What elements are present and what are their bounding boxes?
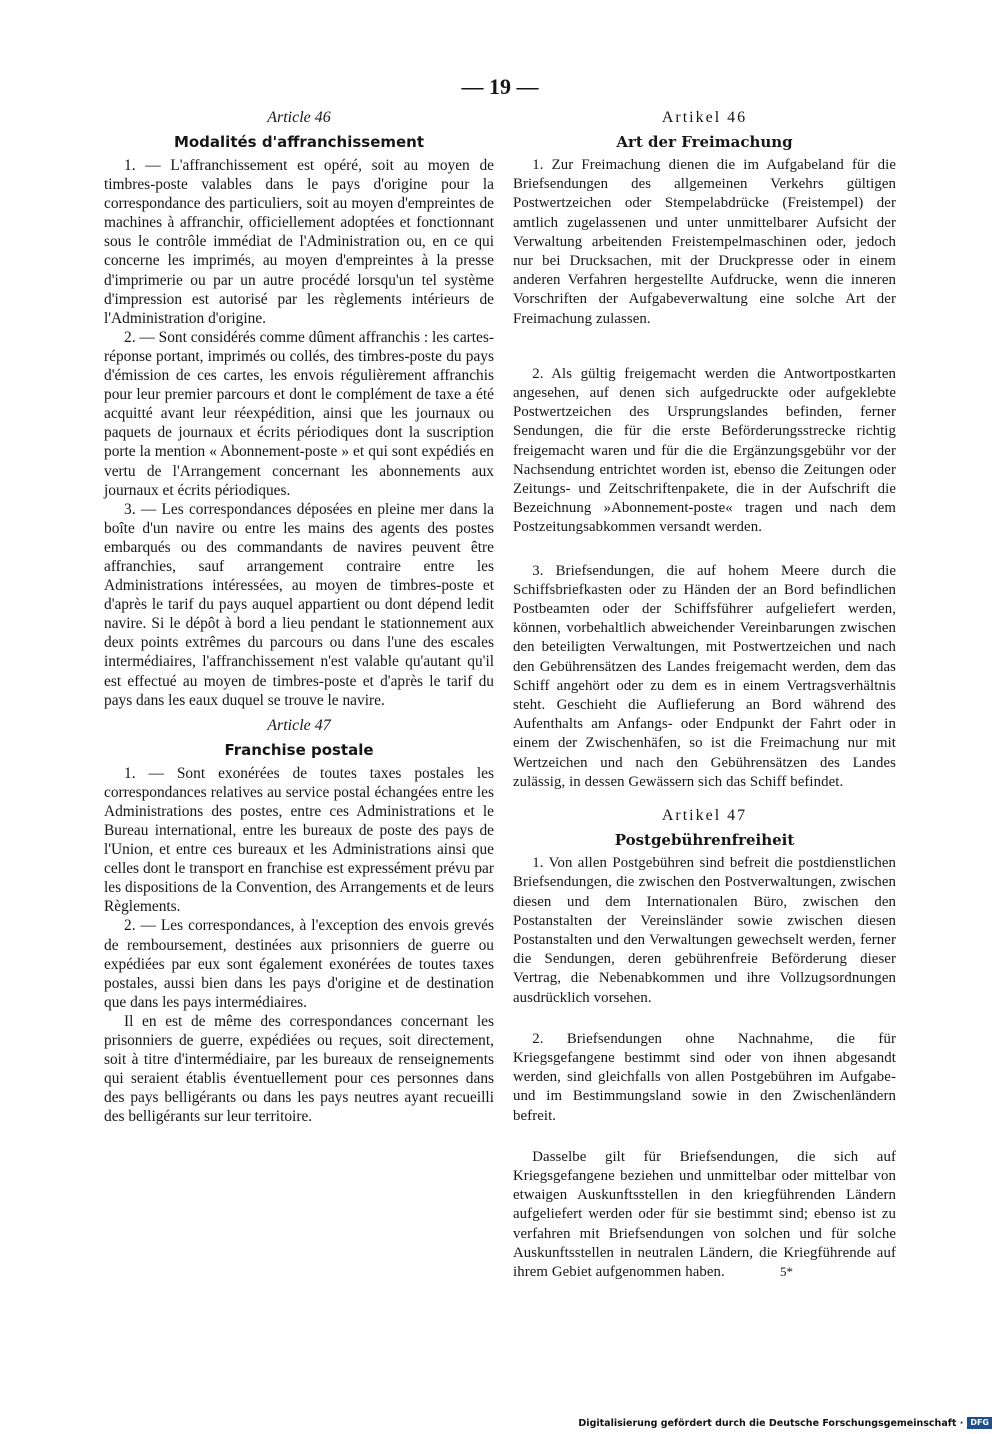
german-column bbox=[513, 106, 896, 1282]
article-heading: Art der Freimachung bbox=[616, 133, 793, 151]
signature-mark: 5* bbox=[780, 1264, 793, 1279]
article-47-de bbox=[513, 804, 896, 1282]
paragraph: 3. — Les correspondances déposées en pleine mer dans la boîte d'un navire ou entre les mains des agents des postes embarqués ou des commandants de navires peuvent être affranchies, sauf arrangement contraire entre les Administrations intéressées, au moyen de timbres-poste et d'après le tarif du pays auquel appartient ou dont dépend ledit navire. Si le dépôt à bord a lieu pendant le stationnement aux deux points extrêmes du parcours ou dans l'une des escales intermédiaires, l'affranchissement n'est valable qu'autant qu'il est effectué au moyen de timbres-poste et d'après le tarif du pays dans les eaux duquel se trouve le navire. bbox=[104, 500, 494, 709]
paragraph: 2. Briefsendungen ohne Nachnahme, die für Kriegsgefangene bestimmt sind oder von ihnen abgesandt werden, sind gleichfalls von allen Postgebühren im Aufgabe- und im Bestimmungsland sowie in den Zwischenländern befreit. bbox=[513, 1030, 896, 1124]
paragraph: Dasselbe gilt für Briefsendungen, die sich auf Kriegsgefangene beziehen und unmittelbar oder mittelbar von etwaigen Auskunftsstellen in den kriegführenden Ländern aufgeliefert werden oder für sie bestimmt sind; ebenso ist zu verfahren mit Briefsendungen von solchen und für solche Auskunftsstellen in neutralen Ländern, die Kriegführende auf ihrem Gebiet aufgenommen haben. bbox=[513, 1148, 896, 1280]
article-46-fr bbox=[104, 106, 494, 710]
article-title: Artikel 46 bbox=[661, 109, 748, 126]
article-title: Article 46 bbox=[267, 109, 331, 126]
article-47-fr bbox=[104, 714, 494, 1127]
paragraph: 3. Briefsendungen, die auf hohem Meere durch die Schiffsbriefkasten oder zu Händen der an Bord befindlichen Postbeamten oder der Schiffsführer aufgeliefert werden, können, vorbehaltlich abweichender Vereinbarungen zwischen den beteiligten Verwaltungen, mit Postwertzeichen und nach den Gebührensätzen des Landes freigemacht werden, dem das Schiff angehört oder zu dem es in einem Vertragsverhältnis steht. Geschieht die Auflieferung an Bord während des Aufenthalts am Anfangs- oder Endpunkt der Fahrt oder in einem der Zwischenhäfen, so ist die Freimachung nur mit Wertzeichen und nach den Gebührensätzen des Landes zulässig, in dessen Gewässern sich das Schiff befindet. bbox=[513, 562, 896, 790]
paragraph: 1. Zur Freimachung dienen die im Aufgabeland für die Briefsendungen des allgemeinen Verkehrs gültigen Postwertzeichen oder Stempelabdrücke (Freistempel) der amtlich zugelassenen und unter unmittelbarer Aufsicht der Verwaltung arbeitenden Freistempelmaschinen oder, jedoch nur bei Drucksachen, mit der Druckpresse oder in einem anderen Verfahren hergestellte Aufdrucke, wenn die inneren Vorschriften der Aufgabeverwaltung eine solche Art der Freimachung zulassen. bbox=[513, 157, 896, 327]
page-number: — 19 — bbox=[461, 74, 539, 99]
paragraph: 1. — Sont exonérées de toutes taxes postales les correspondances relatives au service postal échangées entre les Administrations des postes, entre ces Administrations et le Bureau international, entre les bureaux de poste des pays de l'Union, et entre ces bureaux et les Administrations ainsi que celles dont le transport en franchise est expressément prévu par les dispositions de la Convention, des Arrangements et de leurs Règlements. bbox=[104, 764, 494, 916]
paragraph: 1. — L'affranchissement est opéré, soit au moyen de timbres-poste valables dans le pays d'origine pour la correspondance des particuliers, soit au moyen d'empreintes de machines à affranchir, officiellement adoptées et fonctionnant sous le contrôle immédiat de l'Administration ou, en ce qui concerne les imprimés, au moyen d'empreintes à la presse d'imprimerie ou par un autre procédé lorsqu'un tel système d'impression est autorisé par les règlements intérieurs de l'Administration d'origine. bbox=[104, 157, 494, 327]
article-heading: Franchise postale bbox=[224, 740, 374, 759]
footer bbox=[578, 1416, 992, 1430]
article-title: Article 47 bbox=[267, 716, 331, 734]
article-46-de bbox=[513, 106, 896, 792]
paragraph: 2. — Sont considérés comme dûment affranchis : les cartes-réponse portant, imprimés ou collés, des timbres-poste du pays d'émission de ces cartes, les envois régulièrement affranchis pour leur premier parcours et dont le complément de taxe a été acquitté avant leur réexpédition, ainsi que les journaux ou paquets de journaux et écrits périodiques dont la suscription porte la mention « Abonnement-poste » et qui sont expédiés en vertu de l'Arrangement concernant les abonnements aux journaux et écrits périodiques. bbox=[104, 328, 494, 499]
paragraph: 2. Als gültig freigemacht werden die Antwortpostkarten angesehen, auf denen sich aufgedruckte oder aufgeklebte Postwertzeichen des Ursprungslandes befinden, ferner Sendungen, die für die erste Beförderungsstrecke richtig freigemacht waren und für die die Ergänzungsgebühr vor der Nachsendung entrichtet worden ist, ebenso die Zeitungen oder Zeitungs- und Zeitschriftenpakete, die in der Aufschrift die Bezeichnung »Abonnement-poste« tragen und nach dem Postzeitungsabkommen versandt werden. bbox=[513, 365, 896, 536]
paragraph: 1. Von allen Postgebühren sind befreit die postdienstlichen Briefsendungen, die zwischen den Postverwaltungen, zwischen diesen und dem Internationalen Büro, zwischen den Postanstalten der Vereinsländer sowie zwischen diesen Postanstalten und den Verwaltungen gewechselt werden, ferner die Sendungen, deren gebührenfreie Beförderung dieser Vertrag, die Nebenabkommen und ihre Vollzugsordnungen ausdrücklich vorsehen. bbox=[513, 855, 896, 1006]
french-column bbox=[104, 106, 494, 1127]
article-heading: Postgebührenfreiheit bbox=[614, 831, 795, 850]
dfg-logo: DFG bbox=[967, 1417, 992, 1429]
paragraph: 2. — Les correspondances, à l'exception des envois grevés de remboursement, destinées aux prisonniers de guerre ou expédiées par eux sont également exonérées de toutes taxes postales, aussi bien dans les pays d'origine et de destination que dans les pays intermédiaires. bbox=[104, 917, 494, 1011]
footer-text: Digitalisierung gefördert durch die Deutsche Forschungsgemeinschaft · bbox=[578, 1417, 964, 1429]
article-title: Artikel 47 bbox=[661, 807, 748, 825]
article-heading: Modalités d'affranchissement bbox=[173, 133, 425, 151]
paragraph: Il en est de même des correspondances concernant les prisonniers de guerre, expédiées ou reçues, soit directement, soit à titre d'intermédiaire, par les bureaux de renseignements qui seraient établis éventuellement pour ces personnes dans des pays belligérants ou dans les pays neutres ayant recueilli des belligérants sur leur territoire. bbox=[104, 1012, 494, 1126]
